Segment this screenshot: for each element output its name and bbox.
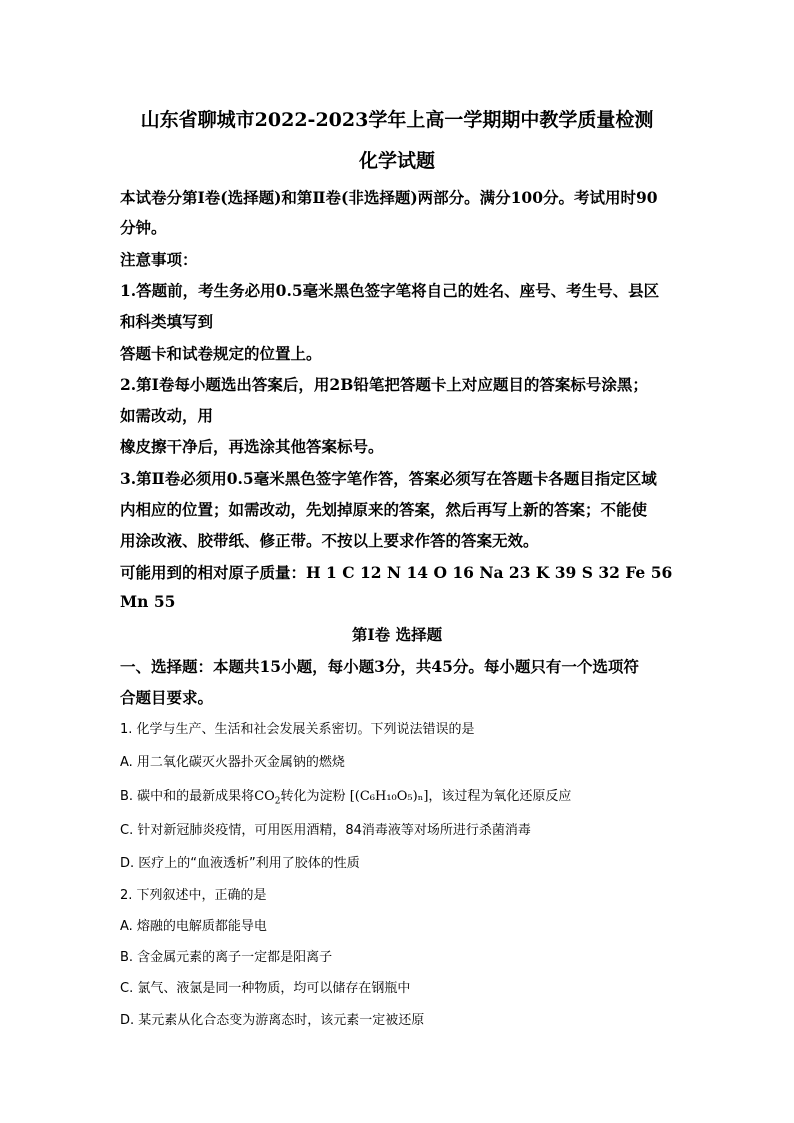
exam-subtitle: 化学试题 — [358, 150, 435, 172]
question-2-option-a: A. 熔融的电解质都能导电 — [120, 919, 267, 934]
section-1-heading: 第Ⅰ卷 选择题 — [351, 625, 443, 644]
notice-item-3-line-1: 3.第Ⅱ卷必须用0.5毫米黑色签字笔作答，答案必须写在答题卡各题目指定区域 — [120, 469, 657, 488]
exam-title: 山东省聊城市2022-2023学年上高一学期期中教学质量检测 — [140, 109, 654, 131]
notice-item-3-line-2: 内相应的位置；如需改动，先划掉原来的答案，然后再写上新的答案；不能使 — [120, 500, 648, 519]
notice-item-1-line-3: 答题卡和试卷规定的位置上。 — [120, 344, 322, 363]
intro-line-2: 分钟。 — [120, 218, 167, 237]
question-1-option-c: C. 针对新冠肺炎疫情，可用医用酒精，84消毒液等对场所进行杀菌消毒 — [120, 823, 531, 838]
question-2-option-b: B. 含金属元素的离子一定都是阳离子 — [120, 950, 333, 965]
section-1-desc-line-1: 一、选择题：本题共15小题，每小题3分，共45分。每小题只有一个选项符 — [120, 657, 639, 676]
notice-item-1-line-1: 1.答题前，考生务必用0.5毫米黑色签字笔将自己的姓名、座号、考生号、县区 — [120, 281, 660, 300]
notice-item-2-line-3: 橡皮擦干净后，再选涂其他答案标号。 — [120, 437, 384, 456]
notice-item-3-line-3: 用涂改液、胶带纸、修正带。不按以上要求作答的答案无效。 — [120, 531, 539, 550]
question-1-stem: 1. 化学与生产、生活和社会发展关系密切。下列说法错误的是 — [120, 722, 475, 737]
question-2-stem: 2. 下列叙述中，正确的是 — [120, 888, 267, 903]
question-2-option-d: D. 某元素从化合态变为游离态时，该元素一定被还原 — [120, 1013, 425, 1028]
question-1-option-d: D. 医疗上的“血液透析”利用了胶体的性质 — [120, 856, 360, 871]
starch-formula: [(C₆H₁₀O₅)ₙ] — [349, 789, 429, 804]
intro-line-1: 本试卷分第Ⅰ卷(选择题)和第Ⅱ卷(非选择题)两部分。满分100分。考试用时90 — [120, 188, 658, 207]
question-2-option-c: C. 氯气、液氯是同一种物质，均可以储存在钢瓶中 — [120, 981, 411, 996]
option-b-suffix: ，该过程为氧化还原反应 — [428, 789, 572, 804]
notice-item-2-line-1: 2.第Ⅰ卷每小题选出答案后，用2B铅笔把答题卡上对应题目的答案标号涂黑； — [120, 375, 648, 394]
option-b-prefix: B. 碳中和的最新成果将 — [120, 789, 255, 804]
notice-item-2-line-2: 如需改动，用 — [120, 406, 214, 425]
notice-item-1-line-2: 和科类填写到 — [120, 312, 214, 331]
option-b-middle: 转化为淀粉 — [280, 789, 346, 804]
atomic-masses-line-2: Mn 55 — [120, 592, 176, 611]
question-1-option-a: A. 用二氧化碳灭火器扑灭金属钠的燃烧 — [120, 755, 345, 770]
notice-label: 注意事项： — [120, 250, 198, 269]
atomic-masses-line-1: 可能用到的相对原子质量：H 1 C 12 N 14 O 16 Na 23 K 39 S 32 Fe 56 — [120, 563, 673, 582]
question-1-option-b — [120, 785, 571, 807]
section-1-desc-line-2: 合题目要求。 — [120, 688, 214, 707]
co2-formula: $CO_2$ — [254, 789, 281, 807]
